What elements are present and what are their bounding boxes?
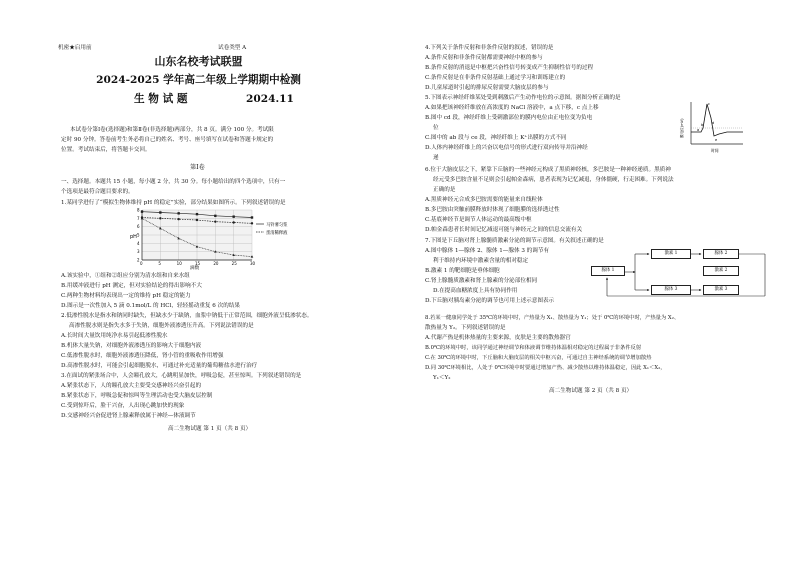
- q7-box-gland-3: 腺体 3: [651, 285, 691, 295]
- q6-option-b: B.多巴胺由突触前膜释放时体现了细胞膜的选择透过性: [425, 207, 560, 213]
- q5-option-d-cont: 递: [433, 155, 439, 161]
- q2-line-1: 2.低渗性脱水是指水和钠同时缺失，但缺水少于缺钠，血浆中钠低于正常范围，细胞外液呈低渗状态。: [61, 313, 313, 319]
- q5-point-c: c: [708, 102, 710, 106]
- q1-x-label: 滴数: [190, 266, 200, 270]
- q1-y-tick-label: 6: [137, 224, 140, 230]
- q7-option-a-cont: 利于维持内环境中激素含量的相对稳定: [433, 258, 529, 264]
- q1-option-d: D.图示是一次性加入 5 滴 0.1mol/L 的 HCl，轻轻摇动重复 6 次的结果: [61, 303, 241, 309]
- exam-title: 2024-2025 学年高二年级上学期期中检测: [96, 74, 301, 86]
- q6-option-d: D.帕金森患者长时间记忆减退可能与神经元之间的信息交流有关: [425, 227, 583, 233]
- q6-line-2: 经元受多巴胺含量不足则会引起帕金森病，患者表现为记忆减退，身体僵硬，行走困难。下列说法: [433, 177, 674, 183]
- q3-option-d: D.交感神经兴奋促进肾上腺素释放属于神经—体液调节: [61, 413, 196, 419]
- q7-option-c-cont: D.在提高血糖浓度上具有协同作用: [433, 288, 518, 294]
- q7-stem: 7.下图是下丘脑对肾上腺髓质激素分泌的调节示意图。有关叙述正确的是: [425, 238, 604, 244]
- q4-stem: 4.下列关于条件反射和非条件反射的叙述，错误的是: [425, 45, 554, 51]
- q1-option-b: B.用缓冲液进行 pH 测定，但对实验结论的得出影响不大: [61, 283, 202, 289]
- q8-option-c: C.在 30℃的环境中时，下丘脑和大脑皮层的相关中枢兴奋，可通过自主神经系统的调节增加散热: [425, 355, 652, 361]
- q7-option-b: B.激素 1 的靶细胞是垂体细胞: [425, 268, 500, 274]
- q5-option-a: A.如果把该神经纤维放在高浓度的 NaCl 溶液中，a 点下移，c 点上移: [425, 105, 599, 111]
- q1-data-point: [159, 217, 161, 219]
- q5-point-e: e: [715, 138, 718, 142]
- q5-stem: 5.下图表示神经纤维某处受到刺激后产生动作电位的示意图。据图分析正确的是: [425, 95, 621, 101]
- q7-option-c: C.肾上腺髓质激素和肾上腺素的分泌部位相同: [425, 278, 538, 284]
- q7-option-d: D.下丘脑对胰岛素分泌的调节也可用上述示意图表示: [425, 298, 555, 304]
- org-title: 山东名校考试联盟: [154, 55, 243, 68]
- q8-option-d: D.同 30℃环境相比，人处于 0℃环境中时要通过增加产热、减少散热以维持体温稳定，因此 X₁＜X₂，: [425, 365, 666, 371]
- q2-option-d: D.高渗性脱水时，可能会引起细胞脱水，可通过补充适量的葡萄糖盐水进行治疗: [61, 363, 258, 369]
- q1-x-tick-label: 10: [176, 261, 182, 266]
- q1-data-point: [141, 210, 143, 212]
- q2-option-a: A.长时间大量饮用纯净水易引起低渗性脱水: [61, 333, 168, 339]
- q1-data-point: [232, 215, 234, 217]
- left-footer: 高二生物试题 第 1 页（共 8 页）: [168, 426, 252, 432]
- q3-option-c: C.受到惊吓后，脸干兴奋，人出现心跳加快的现象: [61, 403, 185, 409]
- q1-y-tick-label: 8: [137, 208, 140, 213]
- q8-option-d-cont: Y₁＜Y₂: [433, 375, 451, 381]
- exam-date: 2024.11: [246, 93, 294, 105]
- q5-y-label: 膜电位(mV): [680, 118, 684, 138]
- q4-option-a: A.条件反射和非条件反射都需要神经中枢的参与: [425, 55, 543, 61]
- intro-line-2: 定时 90 分钟。答卷前考生务必将自己的姓名、考号、座号填写在试卷和答题卡规定的: [61, 137, 274, 143]
- q1-x-tick-label: 30: [250, 261, 256, 266]
- q1-data-point: [177, 212, 179, 214]
- q1-y-tick-label: 3: [137, 249, 140, 255]
- q6-option-c: C.基底神经节是调节人体运动的最高级中枢: [425, 217, 532, 223]
- q5-point-d: d: [712, 121, 715, 125]
- q1-x-tick-label: 15: [195, 261, 201, 266]
- q1-stem: 1.某同学进行了“模拟生物体维持 pH 的稳定”实验，部分结果如图所示。下列叙述错误的是: [61, 200, 286, 206]
- q7-box-gland-2: 腺体 2: [703, 249, 739, 259]
- q2-line-2: 高渗性脱水则是指失水多于失钠，细胞外液渗透压升高。下列说法错误的是: [69, 323, 254, 329]
- q1-x-tick-label: 0: [140, 261, 143, 266]
- q1-y-tick-label: 7: [137, 215, 140, 221]
- q1-data-point: [196, 213, 198, 215]
- q8-line-2: 散热量为 Y₂。下列叙述错误的是: [425, 325, 506, 331]
- q8-option-b: B.0℃的环境中时，该同学通过神经调节和体液调节维持体温相对稳定的过程属于非条件反射: [425, 345, 642, 351]
- q1-y-tick-label: 5: [137, 232, 140, 238]
- q5-option-c: C.图中的 ab 段与 ce 段，神经纤维上 K⁺出膜的方式不同: [425, 135, 567, 141]
- q1-data-point: [196, 219, 198, 221]
- q1-data-point: [159, 211, 161, 213]
- q5-chart: [679, 98, 747, 154]
- q5-point-a: a: [697, 128, 700, 132]
- q1-option-a: A.该实验中，①组和②组应分别为清水组和自来水组: [61, 273, 190, 279]
- right-footer: 高二生物试题 第 2 页（共 8 页）: [549, 388, 633, 394]
- q5-option-b: B.图中 cd 段，神经纤维上受刺激部位的膜内电位由正电位变为负电: [425, 115, 593, 121]
- q1-data-point: [214, 220, 216, 222]
- paper-type-label: 试卷类型 A: [218, 45, 247, 51]
- right-page: [397, 0, 794, 561]
- subject-title: 生 物 试 题: [134, 93, 188, 105]
- section1-line-2: 个选项是最符合题目要求的。: [61, 189, 134, 195]
- confidential-label: 机密★启用前: [58, 45, 92, 51]
- q6-option-a: A.黑质神经元合成多巴胺需要的能量来自线粒体: [425, 197, 543, 203]
- q2-option-c: C.低渗性脱水时，细胞外液渗透压降低，肾小管的重吸收作用增强: [61, 353, 224, 359]
- q5-option-d: D.人体内神经纤维上的兴奋以电信号的形式进行双向传导并沿神经: [425, 145, 588, 151]
- q6-line-3: 正确的是: [433, 187, 456, 193]
- q3-stem: 3.在面试的紧张场合中，人会瞳孔放大，心跳明显加快，呼吸急促，甚至惊叫。下列叙述错误的是: [61, 373, 302, 379]
- q1-data-point: [251, 222, 253, 224]
- q7-box-hormone-2: 激素 2: [703, 266, 739, 276]
- q4-option-d: D.儿童尿道时引起的排尿反射需要大脑皮层的参与: [425, 85, 549, 91]
- q6-line-1: 6.位于大脑皮层之下，紧靠下丘脑的一些神经元构成了黑质神经核，多巴胺是一种神经递质。黑质神: [425, 167, 671, 173]
- q1-y-ticks: [137, 208, 140, 263]
- q2-option-b: B.机体大量失钠，对细胞外液渗透压的影响大于细胞内液: [61, 343, 202, 349]
- q1-y-tick-label: 4: [137, 240, 140, 246]
- q8-line-1: 8.若某一健康同学处于 35℃的环境中时，产热量为 X₁、散热量为 Y₁；处于 0℃的环境中时，产热量为 X₂、: [425, 315, 680, 321]
- q4-option-b: B.条件反射的消退是中枢把兴奋性信号转变成产生抑制性信号的过程: [425, 65, 594, 71]
- q1-y-label: pH: [130, 234, 137, 240]
- q1-x-tick-label: 5: [158, 261, 161, 266]
- q1-data-point: [232, 221, 234, 223]
- q8-option-a: A.代谢产热是机体热量的主要来源，皮肤是主要的散热器官: [425, 335, 571, 341]
- q5-point-b: b: [701, 123, 704, 127]
- section1-line-1: 一、选择题。本题共 15 小题，每小题 2 分，共 30 分。每小题给出的四个选项中，只有一: [61, 179, 286, 185]
- intro-line-3: 位置。考试结束后，将答题卡交回。: [61, 147, 151, 153]
- q1-data-point: [214, 215, 216, 217]
- intro-line-1: 本试卷分第Ⅰ卷(选择题)和第Ⅱ卷(非选择题)两部分，共 8 页。满分 100 分。考试限: [70, 127, 274, 133]
- q7-option-a: A.图中腺体 1—腺体 2、腺体 1—腺体 3 的调节有: [425, 248, 550, 254]
- q1-data-point: [177, 218, 179, 220]
- q7-box-hormone-1: 激素 1: [651, 249, 691, 259]
- q7-box-hormone-3: 激素 3: [703, 285, 739, 295]
- q4-option-c: C.条件反射是在非条件反射基础上通过学习和训练建立的: [425, 75, 566, 81]
- q3-option-b: B.紧张状态下，呼吸急促和惊叫等生理活动也受大脑皮层控制: [61, 393, 213, 399]
- q1-legend-1: 马铃薯匀浆: [266, 223, 288, 228]
- q1-x-tick-label: 20: [213, 261, 219, 266]
- q1-x-tick-label: 25: [231, 261, 237, 266]
- q1-option-c: C.两种生物材料均表现出一定的维持 pH 稳定的能力: [61, 293, 191, 299]
- part1-title: 第Ⅰ卷: [190, 164, 205, 171]
- q1-legend-2: 蛋清稀释液: [266, 231, 288, 236]
- q1-y-tick-label: 2: [137, 257, 140, 263]
- q5-option-b-cont: 位: [433, 125, 439, 131]
- q3-option-a: A.紧张状态下，人的瞳孔放大主要受交感神经兴奋引起的: [61, 383, 202, 389]
- q7-box-gland-1: 腺体 1: [591, 266, 625, 276]
- q1-data-point: [251, 216, 253, 218]
- q1-chart: [120, 208, 290, 270]
- q5-x-label: 时间: [711, 148, 719, 153]
